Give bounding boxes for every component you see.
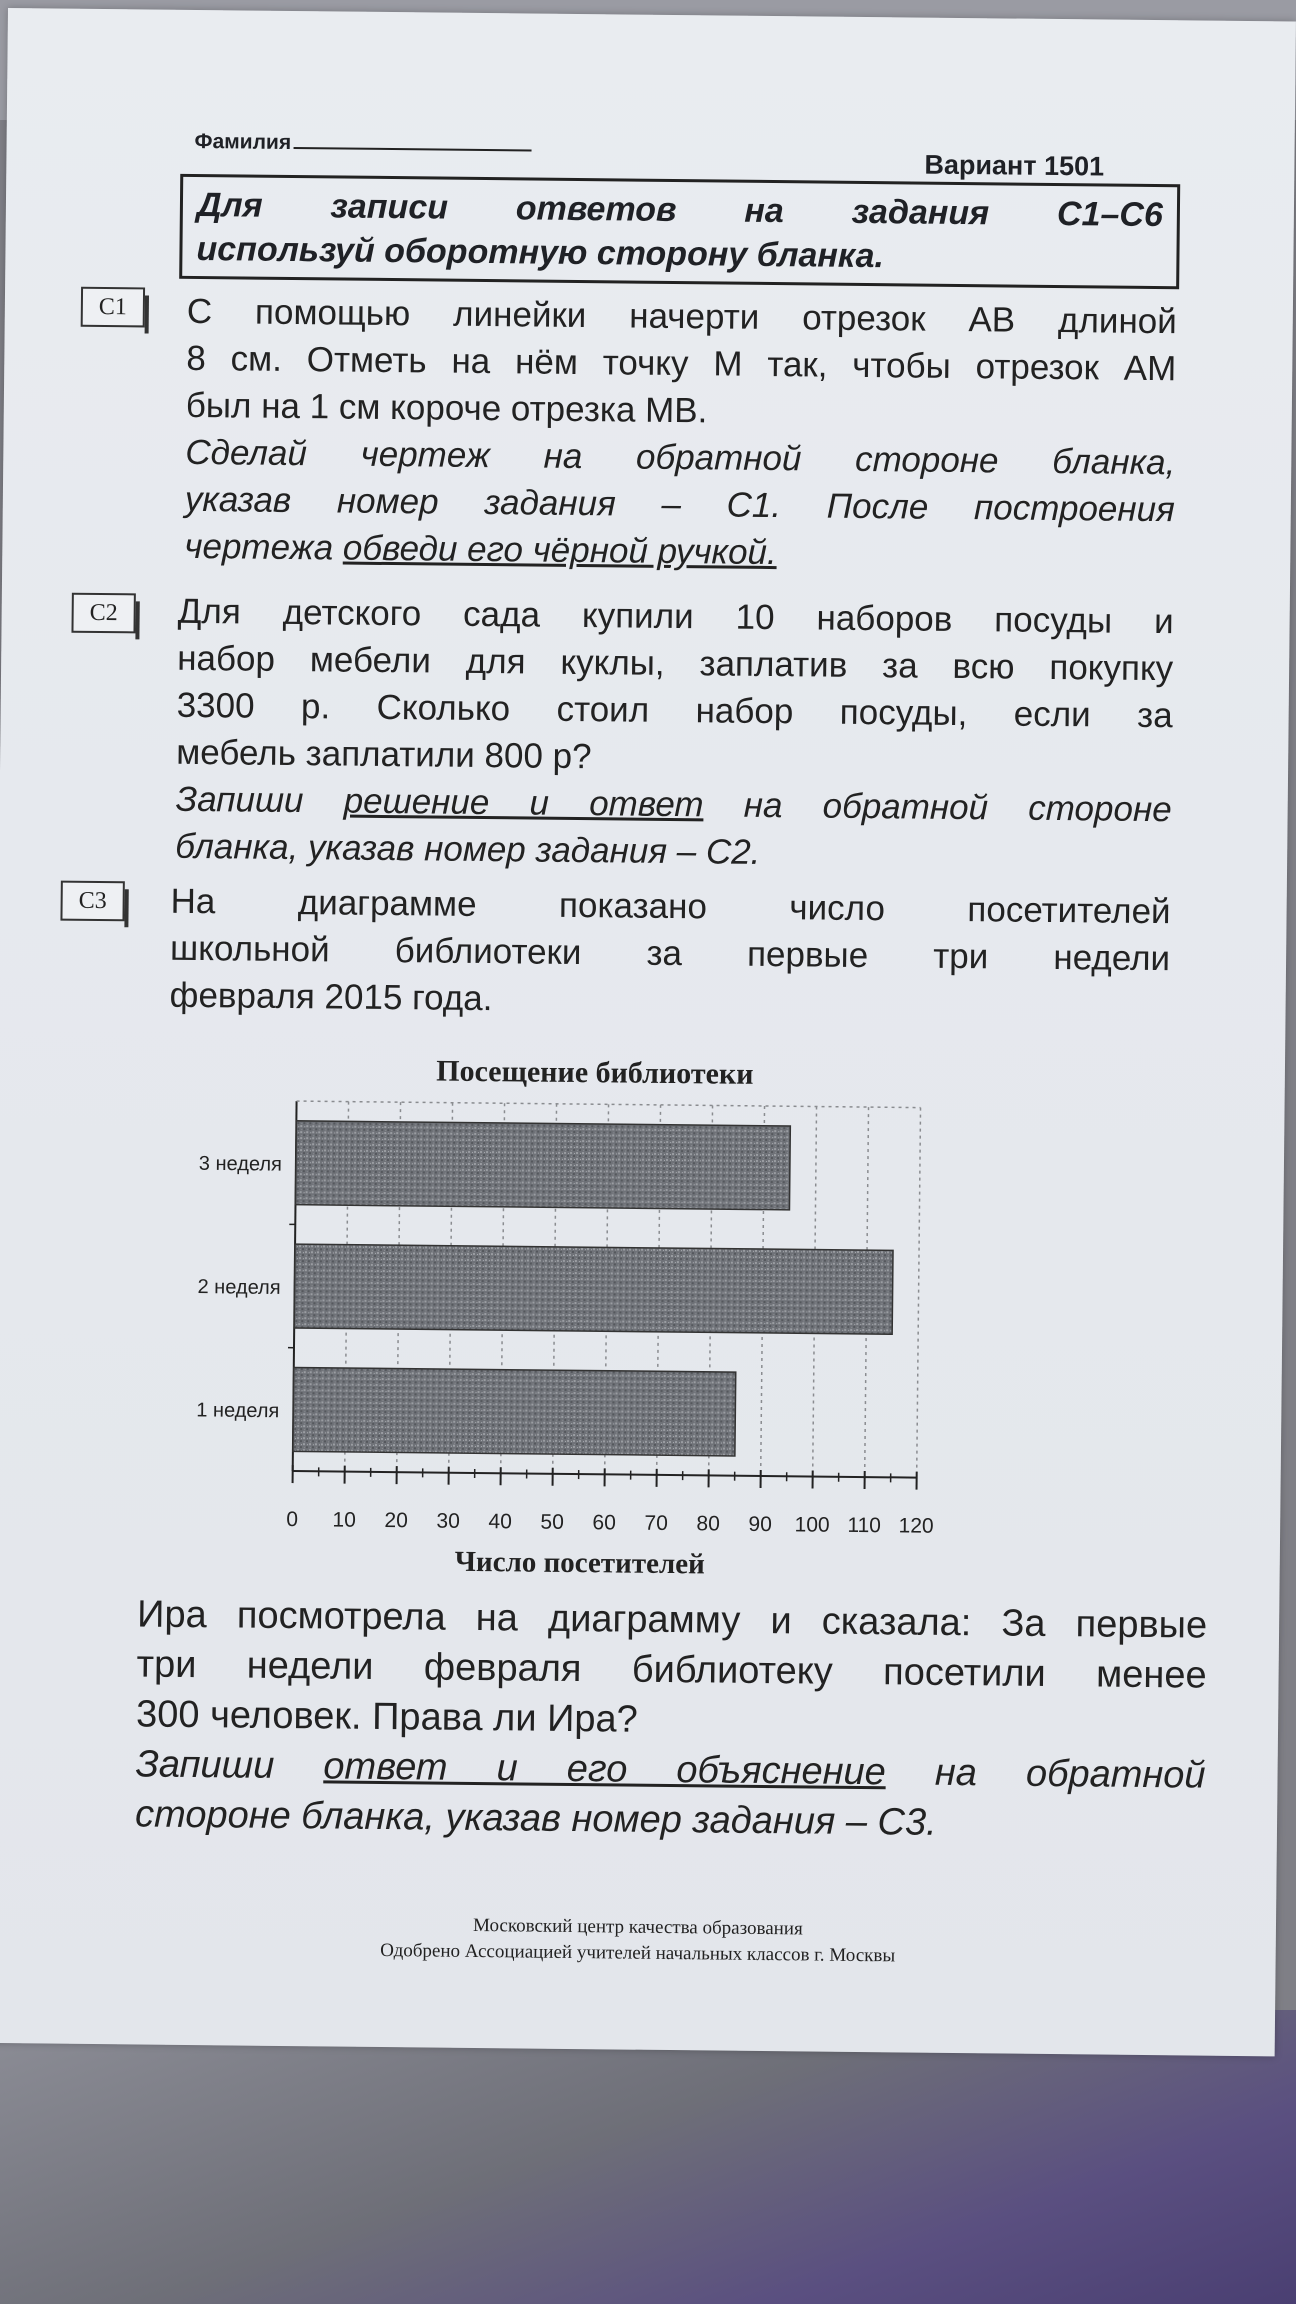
gridline [917,1108,921,1478]
x-tick-label: 40 [488,1510,512,1534]
x-tick-label: 60 [592,1511,616,1535]
instruction-line-1: Для записи ответов на задания С1–С6 [196,185,1164,235]
footer-line-1: Московский центр качества образования [472,1914,803,1940]
task-c2-instruction-prefix: Запиши [175,779,344,821]
task-label-c2: С2 [71,593,135,634]
task-c1-instruction-line: Сделай чертеж на обратной стороне бланка, [185,432,1176,483]
chart-x-axis-label: Число посетителей [454,1545,705,1581]
task-c3-line: школьной библиотеки за первые три недели [169,928,1171,979]
footer [288,1911,989,1970]
task-c3-line: На диаграмме показано число посетителей [170,881,1171,932]
task-c3-line: февраля 2015 года. [169,975,493,1019]
task-c2-instruction-underlined: решение и ответ [343,781,704,825]
task-c2-instruction-suffix: на обратной стороне [703,785,1172,830]
task-c3-question-line: Ира посмотрела на диаграмму и сказала: За первые [136,1593,1208,1647]
chart-bars [293,1121,894,1458]
chart-category-labels [196,1153,282,1423]
library-visits-chart [152,1040,958,1588]
task-c1-line: С помощью линейки начерти отрезок АВ длиной [186,291,1177,342]
x-tick-label: 20 [384,1509,408,1533]
task-label-c3: С3 [60,881,124,922]
task-c1-line: был на 1 см короче отрезка МВ. [185,385,708,431]
chart-title: Посещение библиотеки [436,1054,754,1091]
instruction-box [179,174,1180,289]
x-tick-label: 110 [847,1513,882,1538]
x-tick-label: 10 [332,1508,356,1532]
category-label: 3 неделя [198,1152,283,1176]
task-c3-instruction-underlined: ответ и его объяснение [323,1745,887,1794]
task-c1-text [184,288,1177,580]
x-tick-label: 50 [540,1510,564,1534]
task-c1-instruction-line: указав номер задания – С1. После построения [184,479,1176,530]
task-c3-text [169,878,1170,1029]
bar [294,1244,893,1334]
surname-field [194,128,531,158]
x-tick-label: 30 [436,1509,460,1533]
footer-line-2: Одобрено Ассоциацией учителей начальных классов г. Москвы [380,1940,896,1967]
task-c1-instruction-prefix: чертежа [184,526,344,568]
task-c1-instruction-underlined: обведи его чёрной ручкой. [342,528,777,573]
category-label: 2 неделя [197,1276,281,1299]
task-c2-line: 3300 р. Сколько стоил набор посуды, если за [176,685,1173,736]
task-c2-line: Для детского сада купили 10 наборов посуды и [177,591,1174,642]
task-c2-instruction-last: бланка, указав номер задания – С2. [175,826,761,872]
x-tick-label: 90 [748,1512,772,1537]
x-tick-label: 0 [286,1507,299,1532]
instruction-line-2: используй оборотную сторону бланка. [196,229,885,276]
task-c3-question-line: 300 человек. Права ли Ира? [135,1693,639,1741]
category-label: 1 неделя [196,1399,280,1423]
surname-underline [293,129,531,151]
task-c3-instruction-suffix: на обратной [885,1751,1206,1797]
surname-label: Фамилия [194,129,292,154]
task-c3-instruction-last: стороне бланка, указав номер задания – С3. [134,1793,937,1844]
x-tick-label: 80 [696,1512,720,1536]
x-tick-label: 120 [898,1514,934,1538]
task-c3-question [135,1589,1208,1850]
task-c2-line: набор мебели для куклы, заплатив за всю покупку [176,638,1174,689]
task-c2-text [175,588,1174,880]
task-c2-line: мебель заплатили 800 р? [176,732,592,777]
x-tick-label: 100 [794,1513,830,1537]
exam-sheet [0,8,1296,2056]
task-c3-question-line: три недели февраля библиотеку посетили менее [136,1643,1207,1697]
chart-svg [152,1040,958,1588]
variant-number: Вариант 1501 [924,149,1105,182]
x-tick-label: 70 [644,1511,668,1535]
bar [295,1121,790,1210]
task-c3-instruction-prefix: Запиши [135,1743,324,1788]
bar [293,1367,736,1455]
task-c1-line: 8 см. Отметь на нём точку М так, чтобы отрезок АМ [186,338,1177,389]
task-label-c1: С1 [81,287,145,328]
